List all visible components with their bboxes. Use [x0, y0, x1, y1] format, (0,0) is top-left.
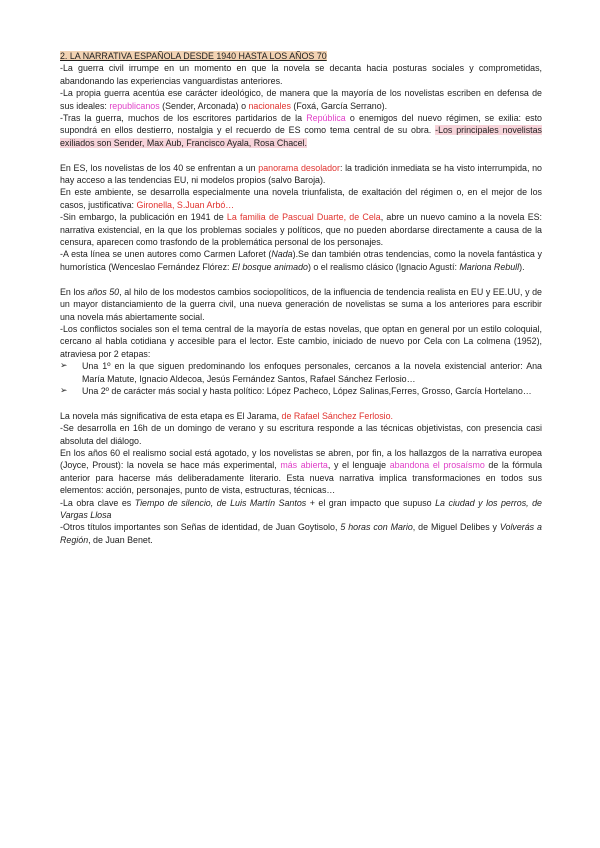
highlight-exiled-novelists: -Los principales novelistas exiliados son Sender, Max Aub, Francisco Ayala, Rosa Chacel.	[60, 125, 542, 148]
paragraph-social-conflicts	[60, 323, 542, 360]
paragraph-fifties	[60, 286, 542, 323]
text-span: , al hilo de los modestos cambios sociopolíticos, de la influencia de tendencia realista en EU y EE.UU, y de un mayor distanciamiento de la guerra civil, una nueva generación de novelistas se suma a los anteriores para escribir una novela más abiertamente social.	[60, 286, 542, 322]
highlight-republica: República	[306, 113, 346, 124]
highlight-mas-abierta: más abierta	[280, 460, 328, 471]
list-item-text: Una 1º en la que siguen predominando los enfoques personales, cercanos a la novela existencial anterior: Ana María Matute, Ignacio Aldecoa, Jesús Fernández Santos, Rafael Sánchez Ferlosio…	[82, 361, 542, 384]
paragraph-cela	[60, 211, 542, 248]
text-span: -Los conflictos sociales son el tema central de la mayoría de estas novelas, que optan en general por un estilo coloquial, cercano al habla cotidiana y accesible para el lector. Este cambio, iniciado de nuevo por Cela con La colmena (1952), atraviesa por 2 etapas:	[60, 323, 542, 359]
highlight-pascual-duarte: La familia de Pascual Duarte, de Cela	[226, 212, 381, 223]
stages-list	[60, 360, 542, 397]
paragraph-triumphalist	[60, 186, 542, 211]
page-title: 2. LA NARRATIVA ESPAÑOLA DESDE 1940 HASTA LOS AÑOS 70	[60, 51, 327, 61]
text-span: -La propia guerra acentúa ese carácter ideológico, de manera que la mayoría de los novelistas escriben en defensa de sus ideales:	[60, 88, 542, 111]
title-volveras-a-region: Volverás a Región	[60, 522, 542, 545]
text-span: , abre un nuevo camino a la novela ES: narrativa existencial, en la que los problemas sociales y políticos, que no pueden abordarse directamente a causa de la censura, aparecen como trasfondo de la problemática personal de los personajes.	[60, 212, 542, 248]
arrow-bullet-icon: ➢	[60, 361, 68, 372]
text-span: ) o el realismo clásico (Ignacio Agustí:	[307, 261, 460, 272]
highlight-ferlosio: de Rafael Sánchez Ferlosio.	[281, 410, 394, 421]
text-span: ).	[519, 261, 525, 272]
text-span: En ES, los novelistas de los 40 se enfrentan a un	[60, 162, 259, 173]
section-heading	[60, 50, 542, 62]
paragraph-civil-war	[60, 62, 542, 87]
highlight-authors: Gironella, S.Juan Arbó…	[136, 199, 235, 210]
text-span: ).Se dan también otras tendencias, como la novela fantástica y humorística (Wenceslao Fernández Flórez:	[60, 249, 542, 272]
arrow-bullet-icon: ➢	[60, 385, 68, 396]
text-span: (Sender, Arconada) o	[159, 100, 249, 111]
text-span: -Sin embargo, la publicación en 1941 de	[60, 212, 227, 223]
text-span: -Tras la guerra, muchos de los escritores partidarios de la	[60, 113, 307, 124]
paragraph-sixties	[60, 447, 542, 497]
title-tiempo-de-silencio: Tiempo de silencio, de Luis Martín Santos	[134, 497, 307, 508]
list-item	[60, 385, 542, 397]
text-span: -La obra clave es	[60, 497, 135, 508]
highlight-prosaismo: abandona el prosaísmo	[389, 460, 485, 471]
list-item	[60, 360, 542, 385]
text-span: (Foxá, García Serrano).	[290, 100, 388, 111]
title-mariona-rebull: Mariona Rebull	[459, 261, 520, 272]
text-span: -A esta línea se unen autores como Carmen Laforet (	[60, 249, 272, 260]
title-nada: Nada	[271, 249, 293, 260]
title-ciudad-y-los-perros: La ciudad y los perros, de Vargas Llosa	[60, 497, 542, 520]
paragraph-laforet	[60, 248, 542, 273]
paragraph-jarama	[60, 410, 542, 422]
highlight-nacionales: nacionales	[248, 100, 291, 111]
spacer	[60, 397, 542, 409]
paragraph-forties	[60, 162, 542, 187]
text-span: , de Miguel Delibes y	[412, 522, 500, 533]
paragraph-other-titles	[60, 521, 542, 546]
text-span: -La guerra civil irrumpe en un momento en que la novela se decanta hacia posturas sociales y comprometidas, abandonando las experiencias vanguardistas anteriores.	[60, 63, 542, 86]
emphasis-anos-50: años 50	[87, 286, 120, 297]
text-span: -Otros títulos importantes son Señas de identidad, de Juan Goytisolo,	[60, 522, 341, 533]
text-span: En los años 60 el realismo social está agotado, y los novelistas se abren, por fin, a los hallazgos de la narrativa europea (Joyce, Proust): la novela se hace más experimental,	[60, 447, 542, 471]
text-span: En este ambiente, se desarrolla especialmente una novela triunfalista, de exaltación del régimen o, en el mejor de los casos, justificativa:	[60, 187, 542, 210]
spacer	[60, 273, 542, 285]
highlight-panorama: panorama desolador	[258, 162, 340, 173]
text-span: de la fórmula anterior para hacerse más deliberadamente literario. Esta nueva narrativa implica transformaciones en todos sus elementos: acción, personajes, punto de vista, estructuras, técnicas…	[60, 460, 543, 496]
paragraph-exile	[60, 112, 542, 149]
text-span: : la tradición inmediata se ha visto interrumpida, no hay acceso a las tendencias EU, ni modelos propios (salvo Baroja).	[60, 162, 542, 186]
list-item-text: Una 2º de carácter más social y hasta político: López Pacheco, López Salinas,Ferres, Grosso, García Hortelano…	[82, 385, 532, 396]
paragraph-key-work	[60, 497, 542, 522]
title-bosque-animado: El bosque animado	[231, 261, 308, 272]
title-cinco-horas: 5 horas con Mario	[340, 522, 413, 533]
document-page	[60, 50, 542, 546]
highlight-republicanos: republicanos	[109, 100, 160, 111]
text-span: , y el lenguaje	[327, 460, 390, 471]
text-span: o enemigos del nuevo régimen, se exilia: esto supondrá en ellos destierro, nostalgia y el recuerdo de ES como tema central de su obra.	[60, 113, 542, 136]
text-span: La novela más significativa de esta etapa es El Jarama,	[60, 410, 282, 421]
text-span: En los	[60, 286, 88, 297]
paragraph-objectivist	[60, 422, 542, 447]
spacer	[60, 149, 542, 161]
text-span: -Se desarrolla en 16h de un domingo de verano y su escritura responde a las técnicas objetivistas, con presencia casi absoluta del diálogo.	[60, 423, 542, 446]
paragraph-ideology	[60, 87, 542, 112]
text-span: , de Juan Benet.	[88, 534, 153, 545]
text-span: + el gran impacto que supuso	[306, 497, 436, 508]
